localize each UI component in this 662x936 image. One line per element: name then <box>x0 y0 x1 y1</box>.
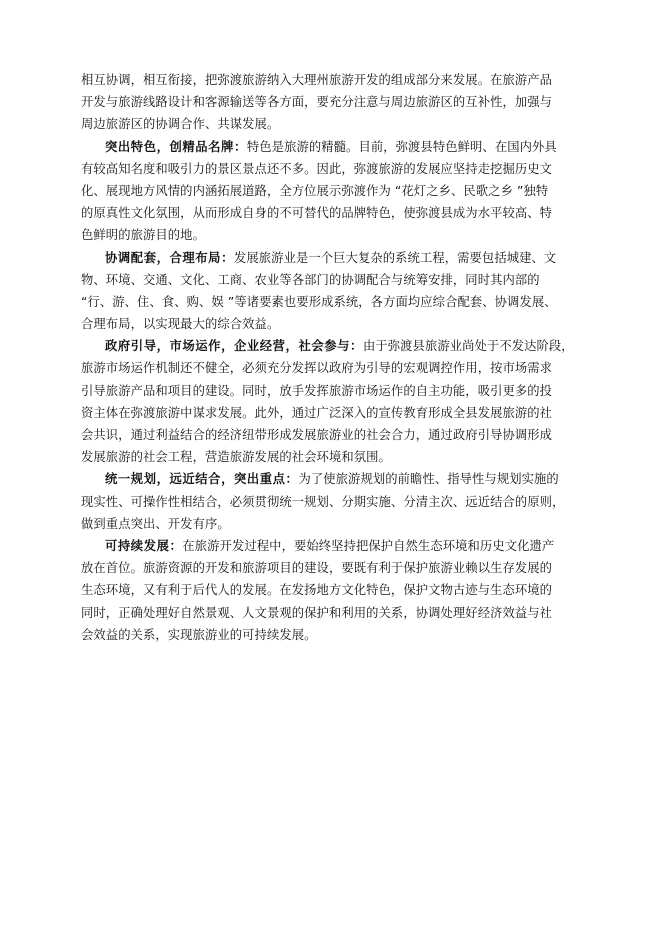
text-line <box>81 335 586 357</box>
line-text: 特色是旅游的精髓。目前，弥渡县特色鲜明、在国内外具 <box>246 139 557 154</box>
text-line <box>81 446 586 468</box>
line-text: 合理布局，以实现最大的综合效益。 <box>81 317 280 332</box>
line-text: 为了使旅游规划的前瞻性、指导性与规划实施的 <box>298 472 559 487</box>
line-text: 旅游市场运作机制还不健全，必须充分发挥以政府为引导的宏观调控作用，按市场需求 <box>81 361 553 376</box>
paragraph-p1 <box>81 69 586 136</box>
line-text: 会共识，通过利益结合的经济纽带形成发展旅游业的社会合力，通过政府引导协调形成 <box>81 428 553 442</box>
line-text: 物、环境、交通、文化、工商、农业等各部门的协调配合与统筹安排，同时其内部的 <box>81 272 540 287</box>
text-line <box>81 136 586 158</box>
text-line <box>81 269 586 291</box>
text-line <box>81 602 586 624</box>
line-text: 做到重点突出、开发有序。 <box>81 516 230 531</box>
text-line <box>81 491 586 513</box>
text-line <box>81 291 586 313</box>
text-line <box>81 557 586 579</box>
line-text: 相互协调，相互衔接，把弥渡旅游纳入大理州旅游开发的组成部分来发展。在旅游产品 <box>81 73 553 87</box>
line-text: 开发与旅游线路设计和客源输送等各方面，要充分注意与周边旅游区的互补性，加强与 <box>81 95 553 110</box>
text-line <box>81 158 586 180</box>
paragraph-heading: 统一规划，远近结合，突出重点： <box>105 472 299 487</box>
paragraph-p5 <box>81 468 586 535</box>
text-line <box>81 69 586 91</box>
text-line <box>81 513 586 535</box>
line-text: 在旅游开发过程中，要始终坚持把保护自然生态环境和历史文化遗产 <box>182 538 555 553</box>
paragraph-p2 <box>81 136 586 247</box>
line-text: 生态环境，又有利于后代人的发展。在发扬地方文化特色，保护文物古迹与生态环境的 <box>81 583 553 598</box>
text-line <box>81 535 586 557</box>
paragraph-p4 <box>81 335 586 468</box>
text-line <box>81 224 586 246</box>
text-line <box>81 357 586 379</box>
text-line <box>81 180 586 202</box>
text-line <box>81 202 586 224</box>
text-line <box>81 424 586 446</box>
line-text: 发展旅游业是一个巨大复杂的系统工程，需要包括城建、文 <box>233 250 557 265</box>
paragraph-heading: 突出特色，创精品名牌： <box>105 139 247 154</box>
line-text: 色鲜明的旅游目的地。 <box>81 228 205 243</box>
text-line <box>81 113 586 135</box>
line-text: 有较高知名度和吸引力的景区景点还不多。因此，弥渡旅游的发展应坚持走挖掘历史文 <box>81 161 553 176</box>
paragraph-heading: 协调配套，合理布局： <box>105 250 234 265</box>
paragraph-heading: 政府引导，市场运作，企业经营，社会参与： <box>105 339 363 354</box>
line-text: 资主体在弥渡旅游中谋求发展。此外，通过广泛深入的宣传教育形成全县发展旅游的社 <box>81 405 553 420</box>
line-text: 由于弥渡县旅游业尚处于不发达阶段， <box>362 339 574 354</box>
line-text: 周边旅游区的协调合作、共谋发展。 <box>81 117 280 132</box>
text-line <box>81 247 586 269</box>
line-text: 放在首位。旅游资源的开发和旅游项目的建设，要既有利于保护旅游业赖以生存发展的 <box>81 561 553 576</box>
text-line <box>81 579 586 601</box>
line-text: 的原真性文化氛围，从而形成自身的不可替代的品牌特色，使弥渡县成为水平较高、特 <box>81 206 553 221</box>
text-line <box>81 402 586 424</box>
paragraph-p6 <box>81 535 586 646</box>
line-text: “行、游、住、食、购、娱 ”等诸要素也要形成系统，各方面均应综合配套、协调发展、 <box>81 294 557 309</box>
line-text: 化、展现地方风情的内涵拓展道路，全方位展示弥渡作为 “花灯之乡、民歌之乡 ”独特 <box>81 183 549 198</box>
text-line <box>81 91 586 113</box>
line-text: 同时，正确处理好自然景观、人文景观的保护和利用的关系，协调处理好经济效益与社 <box>81 605 553 620</box>
paragraph-heading: 可持续发展： <box>105 538 183 553</box>
document-body <box>81 69 586 646</box>
line-text: 引导旅游产品和项目的建设。同时，放手发挥旅游市场运作的自主功能，吸引更多的投 <box>81 383 553 398</box>
text-line <box>81 468 586 490</box>
text-line <box>81 380 586 402</box>
line-text: 现实性、可操作性相结合，必须贯彻统一规划、分期实施、分清主次、远近结合的原则， <box>81 494 565 509</box>
line-text: 会效益的关系，实现旅游业的可持续发展。 <box>81 627 317 642</box>
text-line <box>81 624 586 646</box>
line-text: 发展旅游的社会工程，营造旅游发展的社会环境和氛围。 <box>81 450 391 465</box>
paragraph-p3 <box>81 247 586 336</box>
text-line <box>81 313 586 335</box>
